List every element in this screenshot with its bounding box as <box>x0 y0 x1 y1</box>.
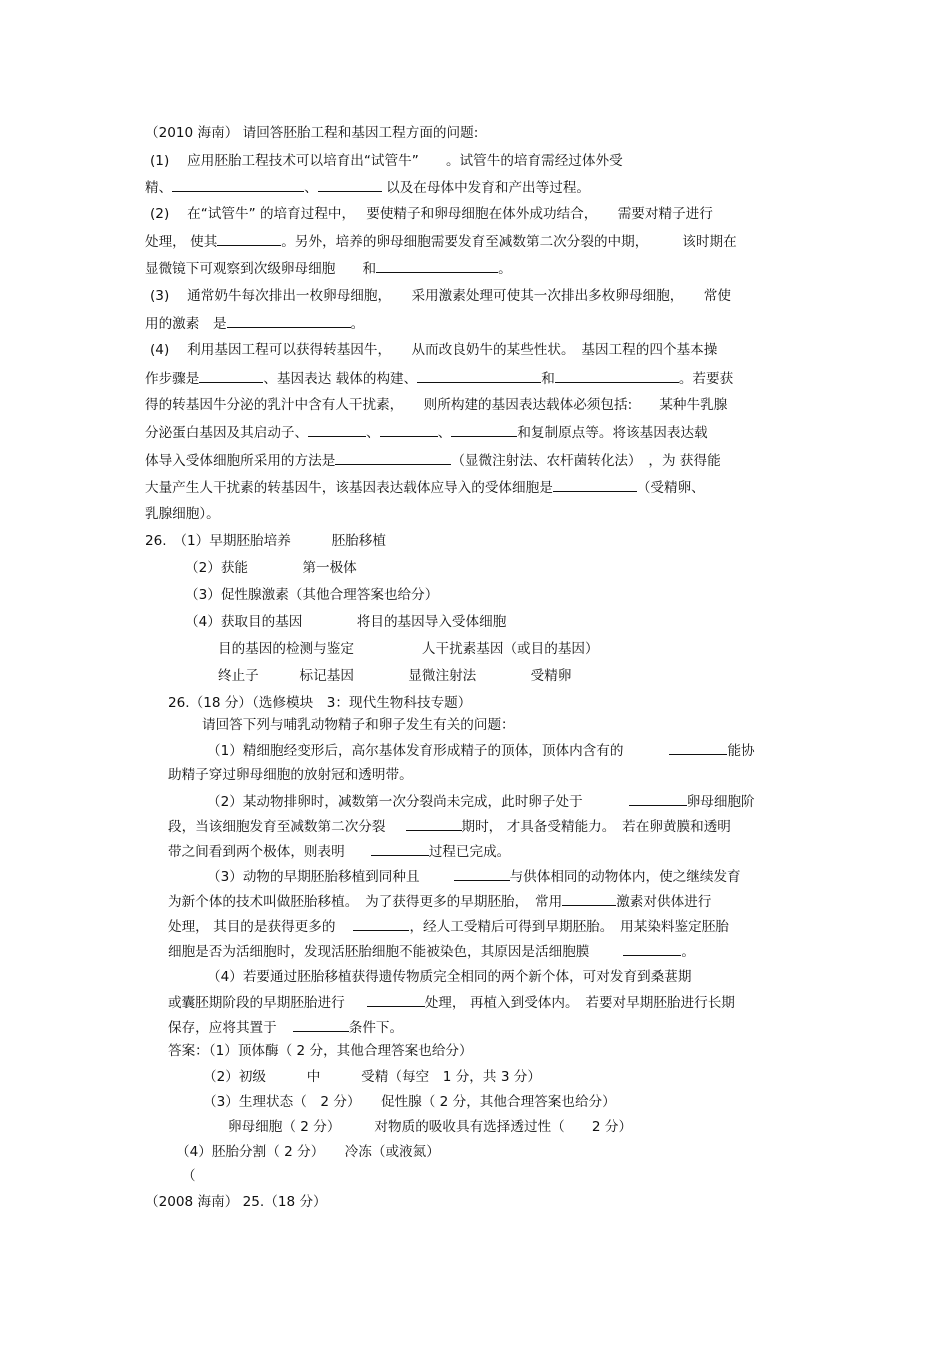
q4-line4-c: 、 <box>437 425 452 441</box>
q4-line4 <box>145 423 708 442</box>
question-26-title: 26.（18 分）（选修模块 3：现代生物科技专题） <box>168 695 472 711</box>
answer-blank <box>406 817 462 831</box>
q2-line2-a: 处理， 使其 <box>145 234 218 250</box>
answer-blank <box>629 792 687 806</box>
q26-2-c: 段，当该细胞发育至减数第二次分裂 <box>168 819 386 835</box>
q26-1-line1 <box>207 741 755 760</box>
q26-1-a: （1）精细胞经变形后，高尔基体发育形成精子的顶体，顶体内含有的 <box>207 743 624 759</box>
answer-blank <box>335 451 451 465</box>
q4-line2-d: 。若要获 <box>678 371 734 387</box>
answer-blank <box>308 423 366 437</box>
answers-3b: 卵母细胞（ 2 分） 对物质的吸收具有选择透过性（ 2 分） <box>228 1119 633 1135</box>
answer-26-4b: 目的基因的检测与鉴定 人干扰素基因（或目的基因） <box>218 641 599 657</box>
answer-blank <box>367 993 425 1007</box>
q26-2-line1 <box>207 792 755 811</box>
answers-3: （3）生理状态（ 2 分） 促性腺（ 2 分，其他合理答案也给分） <box>203 1094 616 1110</box>
q26-2-a: （2）某动物排卵时，减数第一次分裂尚未完成，此时卵子处于 <box>207 794 583 810</box>
answer-26-4c: 终止子 标记基因 显微注射法 受精卵 <box>218 668 572 684</box>
q26-2-f: 过程已完成。 <box>428 844 511 860</box>
answer-blank <box>371 842 429 856</box>
question-26-intro: 请回答下列与哺乳动物精子和卵子发生有关的问题： <box>202 717 515 733</box>
q26-3-line3 <box>168 917 729 936</box>
q26-2-line3 <box>168 842 510 861</box>
q26-3-line4 <box>168 942 695 961</box>
answer-blank <box>293 1018 349 1032</box>
q26-4-line3 <box>168 1018 403 1037</box>
q4-line2 <box>145 369 733 388</box>
answer-blank <box>553 478 637 492</box>
q26-4-d: 条件下。 <box>348 1020 404 1036</box>
q26-3-h: 。 <box>681 944 695 960</box>
answer-blank <box>376 259 498 273</box>
q3-line2-a: 用的激素 是 <box>145 316 227 332</box>
q4-line3: 得的转基因牛分泌的乳汁中含有人干扰素， 则所构建的基因表达载体必须包括: 某种牛乳腺 <box>145 397 728 413</box>
q2-line2 <box>145 232 737 251</box>
q4-line5-a: 体导入受体细胞所采用的方法是 <box>145 453 336 469</box>
answer-26-3: （3）促性腺激素（其他合理答案也给分） <box>185 587 439 603</box>
q26-4-c: 保存，应将其置于 <box>168 1020 277 1036</box>
q4-line7: 乳腺细胞）。 <box>145 506 220 522</box>
q1-line2-a: 精、 <box>145 180 173 196</box>
q26-4-b: 处理， 再植入到受体内。 若要对早期胚胎进行长期 <box>424 995 735 1011</box>
answer-blank <box>451 423 517 437</box>
q26-4-line2 <box>168 993 735 1012</box>
q2-line3-a: 显微镜下可观察到次级卵母细胞 和 <box>145 261 377 277</box>
q4-line5-b: （显微注射法、农杆菌转化法） ，为 获得能 <box>451 453 721 469</box>
q26-3-e: 处理， 其目的是获得更多的 <box>168 919 336 935</box>
answer-blank <box>623 942 681 956</box>
q26-3-a: （3）动物的早期胚胎移植到同种且 <box>207 869 420 885</box>
q3-line2-b: 。 <box>350 316 365 332</box>
q26-3-g: 细胞是否为活细胞时，发现活胚胎细胞不能被染色，其原因是活细胞膜 <box>168 944 590 960</box>
q3-line1: (3) 通常奶牛每次排出一枚卵母细胞， 采用激素处理可使其一次排出多枚卵母细胞， 常使 <box>150 288 731 304</box>
next-question-title: （2008 海南） 25.（18 分） <box>145 1194 327 1210</box>
answer-26-1: 26. （1）早期胚胎培养 胚胎移植 <box>145 533 386 549</box>
q4-line5 <box>145 451 721 470</box>
q26-3-line2 <box>168 892 711 911</box>
stray-paren: （ <box>182 1168 196 1184</box>
q4-line4-d: 和复制原点等。将该基因表达载 <box>517 425 708 441</box>
answer-blank <box>562 892 616 906</box>
q26-3-line1 <box>207 867 741 886</box>
q26-1-b: 能协 <box>727 743 755 759</box>
q2-line3-b: 。 <box>498 261 512 277</box>
answers-4: （4）胚胎分割（ 2 分） 冷冻（或液氮） <box>176 1144 440 1160</box>
q26-3-d: 激素对供体进行 <box>616 894 712 910</box>
answer-blank <box>669 741 727 755</box>
answer-blank <box>417 369 541 383</box>
q4-line2-b: 、基因表达 载体的构建、 <box>263 371 418 387</box>
answer-blank <box>454 867 510 881</box>
answer-blank <box>172 178 304 192</box>
q2-line2-b: 。另外，培养的卵母细胞需要发育至减数第二次分裂的中期， 该时期在 <box>281 234 737 250</box>
q26-3-b: 与供体相同的动物体内，使之继续发育 <box>509 869 741 885</box>
answer-blank <box>353 917 409 931</box>
q26-3-f: ，经人工受精后可得到早期胚胎。 用某染料鉴定胚胎 <box>409 919 729 935</box>
q26-2-d: 期时， 才具备受精能力。 若在卵黄膜和透明 <box>461 819 731 835</box>
q4-line6 <box>145 478 705 497</box>
q2-line3 <box>145 259 512 278</box>
answer-26-4: （4）获取目的基因 将目的基因导入受体细胞 <box>185 614 507 630</box>
q1-line2-b: 、 <box>304 180 318 196</box>
q4-line2-c: 和 <box>541 371 555 387</box>
q26-4-a: 或囊胚期阶段的早期胚胎进行 <box>168 995 345 1011</box>
q26-3-c: 为新个体的技术叫做胚胎移植。 为了获得更多的早期胚胎， 常用 <box>168 894 563 910</box>
q2-line1: (2) 在“试管牛” 的培育过程中， 要使精子和卵母细胞在体外成功结合， 需要对精子进行 <box>150 206 713 222</box>
q26-4-line1: （4）若要通过胚胎移植获得遗传物质完全相同的两个新个体，可对发育到桑葚期 <box>207 969 692 985</box>
answer-26-2: （2）获能 第一极体 <box>185 560 357 576</box>
q1-line2-c: 以及在母体中发育和产出等过程。 <box>381 180 591 196</box>
q4-line4-a: 分泌蛋白基因及其启动子、 <box>145 425 309 441</box>
q4-line2-a: 作步骤是 <box>145 371 200 387</box>
answer-blank <box>199 369 263 383</box>
q4-line4-b: 、 <box>366 425 380 441</box>
answers-1: 答案：（1）顶体酶（ 2 分，其他合理答案也给分） <box>168 1043 473 1059</box>
q4-line6-a: 大量产生人干扰素的转基因牛，该基因表达载体应导入的受体细胞是 <box>145 480 553 496</box>
q3-line2 <box>145 314 364 333</box>
answer-blank <box>555 369 679 383</box>
answer-blank <box>217 232 281 246</box>
q26-2-line2 <box>168 817 731 836</box>
q26-1-line2: 助精子穿过卵母细胞的放射冠和透明带。 <box>168 767 413 783</box>
q1-line2 <box>145 178 590 197</box>
q26-2-e: 带之间看到两个极体，则表明 <box>168 844 345 860</box>
answers-2: （2）初级 中 受精（每空 1 分，共 3 分） <box>203 1069 541 1085</box>
q1-line1: (1) 应用胚胎工程技术可以培育出“试管牛” 。试管牛的培育需经过体外受 <box>150 153 623 169</box>
q26-2-b: 卵母细胞阶 <box>686 794 755 810</box>
answer-blank <box>380 423 438 437</box>
answer-blank <box>318 178 382 192</box>
answer-blank <box>227 314 351 328</box>
q4-line1: (4) 利用基因工程可以获得转基因牛， 从而改良奶牛的某些性状。 基因工程的四个基本操 <box>150 342 718 358</box>
q4-line6-b: （受精卵、 <box>636 480 705 496</box>
question-title: （2010 海南） 请回答胚胎工程和基因工程方面的问题: <box>145 125 479 141</box>
